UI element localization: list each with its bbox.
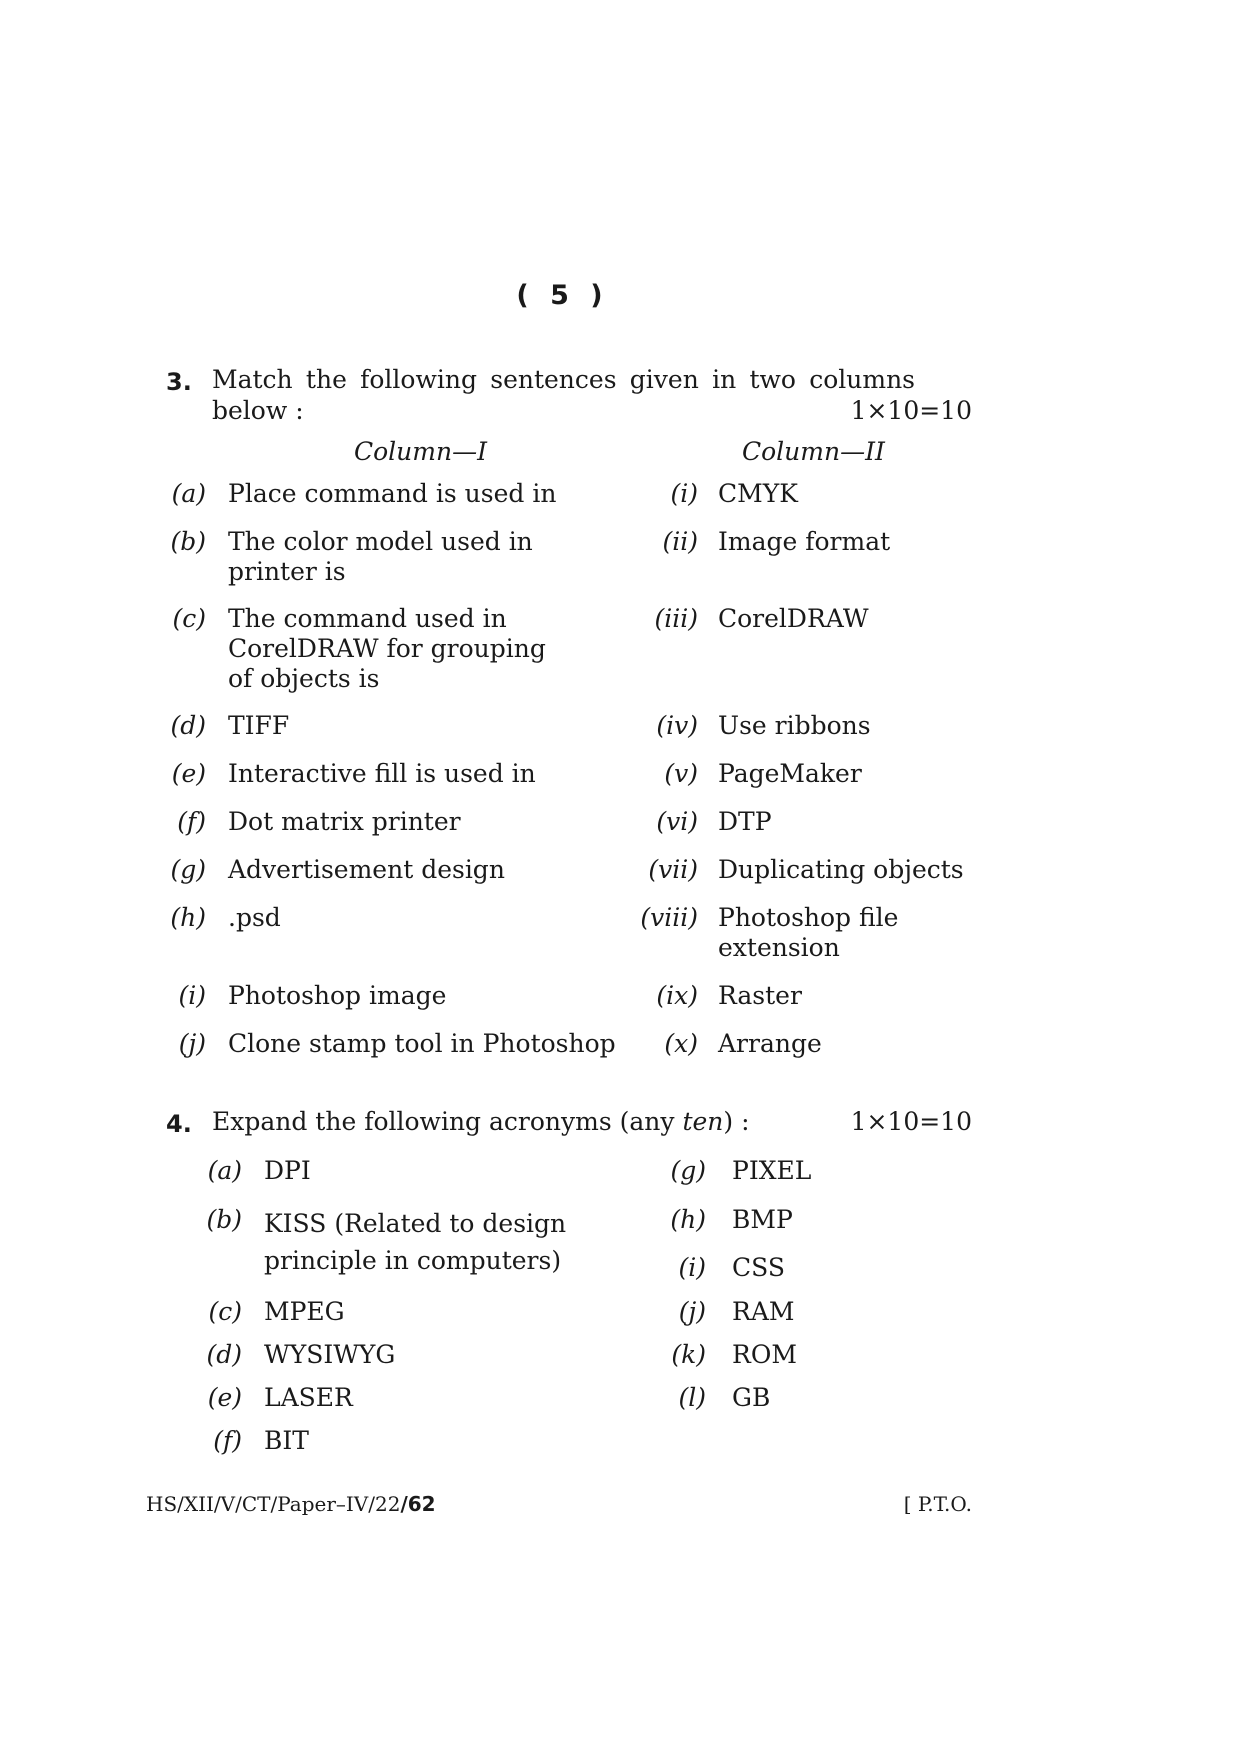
- q3-row-label: (e): [171, 759, 206, 788]
- q4-item-label: (j): [678, 1297, 706, 1326]
- q4-item-text: RAM: [732, 1297, 795, 1326]
- q4-item-text: MPEG: [264, 1297, 345, 1326]
- q4-item-label: (f): [213, 1426, 242, 1455]
- q4-item-text: BIT: [264, 1426, 309, 1455]
- q4-item-label: (b): [206, 1205, 242, 1234]
- q3-row-label: (h): [170, 903, 206, 932]
- q4-item-text: BMP: [732, 1205, 793, 1234]
- q3-row-label: (c): [172, 604, 206, 633]
- q3-row-text: Clone stamp tool in Photoshop: [228, 1029, 616, 1058]
- q3-row-label: (b): [170, 527, 206, 556]
- q4-item-label: (h): [670, 1205, 706, 1234]
- q3-row-text: Dot matrix printer: [228, 807, 461, 836]
- q3-row-answer: Arrange: [718, 1029, 822, 1058]
- q3-row-answer: Duplicating objects: [718, 855, 964, 884]
- q3-row-answer: Photoshop file extension: [718, 903, 899, 962]
- page-number: ( 5 ): [516, 280, 609, 311]
- footer-code: [146, 1492, 436, 1516]
- q3-row-text: The command used in CorelDRAW for grouping of objects is: [228, 604, 546, 693]
- footer-code-main: HS/XII/V/CT/Paper–IV/22: [146, 1492, 401, 1516]
- q3-row-answer: PageMaker: [718, 759, 862, 788]
- column-1-header: Column—I: [354, 437, 487, 466]
- q3-row-label: (a): [171, 479, 206, 508]
- q3-row-answer: CorelDRAW: [718, 604, 869, 633]
- q4-item-label: (d): [206, 1340, 242, 1369]
- q4-text: [212, 1107, 750, 1136]
- q3-marks: 1×10=10: [850, 396, 972, 425]
- q4-item-text: PIXEL: [732, 1156, 812, 1185]
- q3-row-roman: (ii): [662, 527, 698, 556]
- q4-text-a: Expand the following acronyms (any: [212, 1107, 683, 1136]
- q4-item-label: (c): [208, 1297, 242, 1326]
- q3-row-label: (f): [177, 807, 206, 836]
- q4-item-label: (g): [670, 1156, 706, 1185]
- q4-item-text: GB: [732, 1383, 771, 1412]
- q3-row-text: The color model used in printer is: [228, 527, 533, 586]
- q3-row-roman: (iii): [654, 604, 698, 633]
- q3-row-answer: Raster: [718, 981, 802, 1010]
- q3-row-text: Photoshop image: [228, 981, 447, 1010]
- q3-row-text: Place command is used in: [228, 479, 557, 508]
- q3-row-roman: (viii): [640, 903, 698, 932]
- q4-item-text: KISS (Related to design principle in computers): [264, 1209, 567, 1275]
- q4-item-text: ROM: [732, 1340, 797, 1369]
- q4-marks: 1×10=10: [850, 1107, 972, 1136]
- q3-row-answer: DTP: [718, 807, 772, 836]
- column-2-header: Column—II: [742, 437, 885, 466]
- q3-row-answer: Image format: [718, 527, 891, 556]
- q3-row-roman: (vii): [648, 855, 698, 884]
- q3-row-answer: Use ribbons: [718, 711, 871, 740]
- q3-row-answer: CMYK: [718, 479, 798, 508]
- q3-row-text: Advertisement design: [228, 855, 505, 884]
- q3-row-text: Interactive fill is used in: [228, 759, 536, 788]
- q3-number: 3.: [166, 368, 192, 396]
- q4-item-text: DPI: [264, 1156, 311, 1185]
- q4-item-text: WYSIWYG: [264, 1340, 396, 1369]
- q3-row-label: (j): [178, 1029, 206, 1058]
- q3-row-roman: (i): [670, 479, 698, 508]
- q4-text-b: ten: [682, 1107, 724, 1136]
- q3-row-roman: (iv): [656, 711, 698, 740]
- q4-item-label: (e): [207, 1383, 242, 1412]
- q4-item-text: LASER: [264, 1383, 353, 1412]
- q3-row-text: .psd: [228, 903, 281, 932]
- q4-text-c: ) :: [723, 1107, 750, 1136]
- q3-row-label: (g): [170, 855, 206, 884]
- q4-item-text: CSS: [732, 1253, 785, 1282]
- q4-item-label: (k): [671, 1340, 706, 1369]
- q3-row-text: TIFF: [228, 711, 290, 740]
- q3-row-roman: (vi): [656, 807, 698, 836]
- q3-row-roman: (ix): [656, 981, 698, 1010]
- q4-number: 4.: [166, 1110, 192, 1138]
- q4-item-label: (a): [207, 1156, 242, 1185]
- q4-item-label: (i): [678, 1253, 706, 1282]
- q3-row-roman: (v): [664, 759, 698, 788]
- q3-row-label: (i): [178, 981, 206, 1010]
- q3-row-roman: (x): [664, 1029, 698, 1058]
- pto-marker: [ P.T.O.: [903, 1492, 972, 1516]
- q3-row-label: (d): [170, 711, 206, 740]
- q4-item-label: (l): [678, 1383, 706, 1412]
- q3-text-line1: Match the following sentences given in two columns: [212, 365, 915, 394]
- footer-code-bold: /62: [400, 1492, 436, 1516]
- q3-text-line2: below :: [212, 396, 304, 425]
